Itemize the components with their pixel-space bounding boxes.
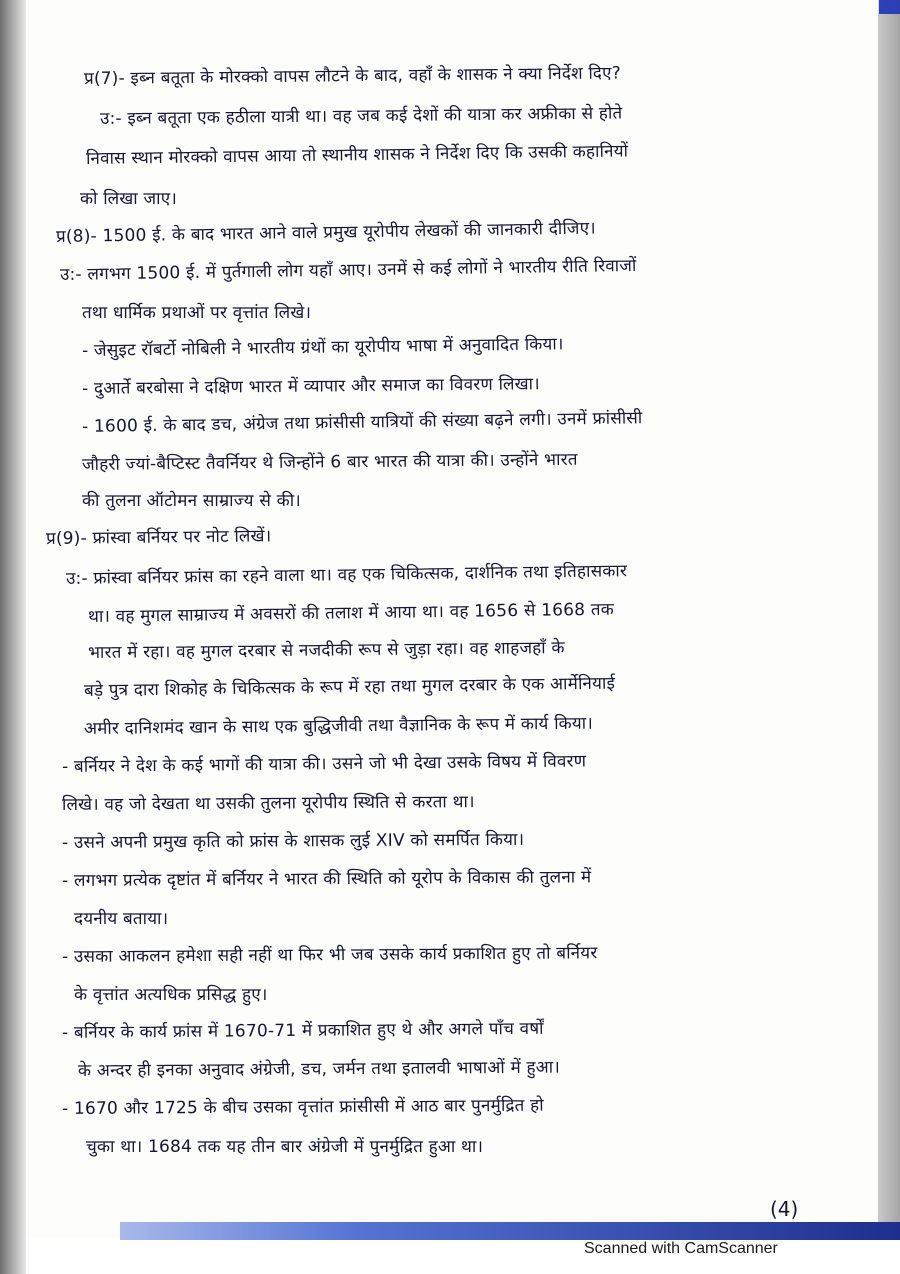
answer-8-line: जौहरी ज्यां-बैप्टिस्ट तैवर्नियर थे जिन्होंने 6 बार भारत की यात्रा की। उन्होंने भारत	[81, 449, 578, 475]
answer-9-line: दयनीय बताया।	[74, 909, 169, 929]
answer-9-line: उ:- फ्रांस्वा बर्नियर फ्रांस का रहने वाला था। वह एक चिकित्सक, दार्शनिक तथा इतिहासकार	[65, 561, 628, 589]
answer-8-line: तथा धार्मिक प्रथाओं पर वृत्तांत लिखे।	[82, 303, 312, 323]
answer-8-line: - 1600 ई. के बाद डच, अंग्रेज तथा फ्रांसीसी यात्रियों की संख्या बढ़ने लगी। उनमें फ्रांसीसी	[81, 408, 643, 437]
question-7: प्र(7)- इब्न बतूता के मोरक्को वापस लौटने के बाद, वहाँ के शासक ने क्या निर्देश दिए?	[83, 63, 622, 89]
page-number: (4)	[770, 1197, 799, 1221]
scan-right-edge	[878, 14, 900, 1224]
answer-9-line: भारत में रहा। वह मुगल दरबार से नजदीकी रूप से जुड़ा रहा। वह शाहजहाँ के	[87, 638, 565, 663]
question-8: प्र(8)- 1500 ई. के बाद भारत आने वाले प्रमुख यूरोपीय लेखकों की जानकारी दीजिए।	[55, 218, 597, 247]
answer-9-line: - बर्नियर के कार्य फ्रांस में 1670-71 में प्रकाशित हुए थे और अगले पाँच वर्षों	[61, 1018, 544, 1043]
answer-7-line: उ:- इब्न बतूता एक हठीला यात्री था। वह जब कई देशों की यात्रा कर अफ्रीका से होते	[99, 103, 623, 129]
answer-8-line: - दुआर्ते बरबोसा ने दक्षिण भारत में व्यापार और समाज का विवरण लिखा।	[81, 374, 540, 399]
camscanner-watermark: Scanned with CamScanner	[584, 1240, 778, 1257]
answer-9-line: बड़े पुत्र दारा शिकोह के चिकित्सक के रूप में रहा तथा मुगल दरबार के एक आर्मेनियाई	[83, 673, 616, 701]
answer-9-line: अमीर दानिशमंद खान के साथ एक बुद्धिजीवी तथा वैज्ञानिक के रूप में कार्य किया।	[83, 713, 594, 739]
answer-9-line: - उसका आकलन हमेशा सही नहीं था फिर भी जब उसके कार्य प्रकाशित हुए तो बर्नियर	[61, 943, 598, 967]
scan-bottom-edge	[120, 1222, 900, 1240]
answer-9-line: था। वह मुगल साम्राज्य में अवसरों की तलाश में आया था। वह 1656 से 1668 तक	[87, 599, 615, 627]
answer-8-line: उ:- लगभग 1500 ई. में पुर्तगाली लोग यहाँ आए। उनमें से कई लोगों ने भारतीय रीति रिवाजों	[59, 255, 637, 285]
answer-8-line: की तुलना ऑटोमन साम्राज्य से की।	[82, 491, 301, 511]
answer-9-line: के अन्दर ही इनका अनुवाद अंग्रेजी, डच, जर्मन तथा इतालवी भाषाओं में हुआ।	[77, 1057, 561, 1081]
answer-9-line: चुका था। 1684 तक यह तीन बार अंग्रेजी में पुनर्मुद्रित हुआ था।	[86, 1137, 484, 1157]
answer-9-line: लिखे। वह जो देखता था उसकी तुलना यूरोपीय स्थिति से करता था।	[61, 792, 475, 815]
question-9: प्र(9)- फ्रांस्वा बर्नियर पर नोट लिखें।	[45, 526, 272, 549]
answer-7-line: को लिखा जाए।	[80, 189, 177, 209]
answer-8-line: - जेसुइट रॉबर्टो नोबिली ने भारतीय ग्रंथों का यूरोपीय भाषा में अनुवादित किया।	[81, 334, 564, 361]
scan-left-shadow	[0, 0, 26, 1274]
answer-9-line: - बर्नियर ने देश के कई भागों की यात्रा की। उसने जो भी देखा उसके विषय में विवरण	[61, 751, 587, 777]
answer-9-line: - 1670 और 1725 के बीच उसका वृत्तांत फ्रांसीसी में आठ बार पुनर्मुद्रित हो	[61, 1095, 544, 1119]
answer-7-line: निवास स्थान मोरक्को वापस आया तो स्थानीय शासक ने निर्देश दिए कि उसकी कहानियों	[85, 141, 629, 169]
answer-9-line: - लगभग प्रत्येक दृष्टांत में बर्नियर ने भारत की स्थिति को यूरोप के विकास की तुलना में	[61, 867, 592, 891]
answer-9-line: के वृत्तांत अत्यधिक प्रसिद्ध हुए।	[74, 985, 268, 1005]
answer-9-line: - उसने अपनी प्रमुख कृति को फ्रांस के शासक लुई XIV को समर्पित किया।	[61, 829, 525, 853]
